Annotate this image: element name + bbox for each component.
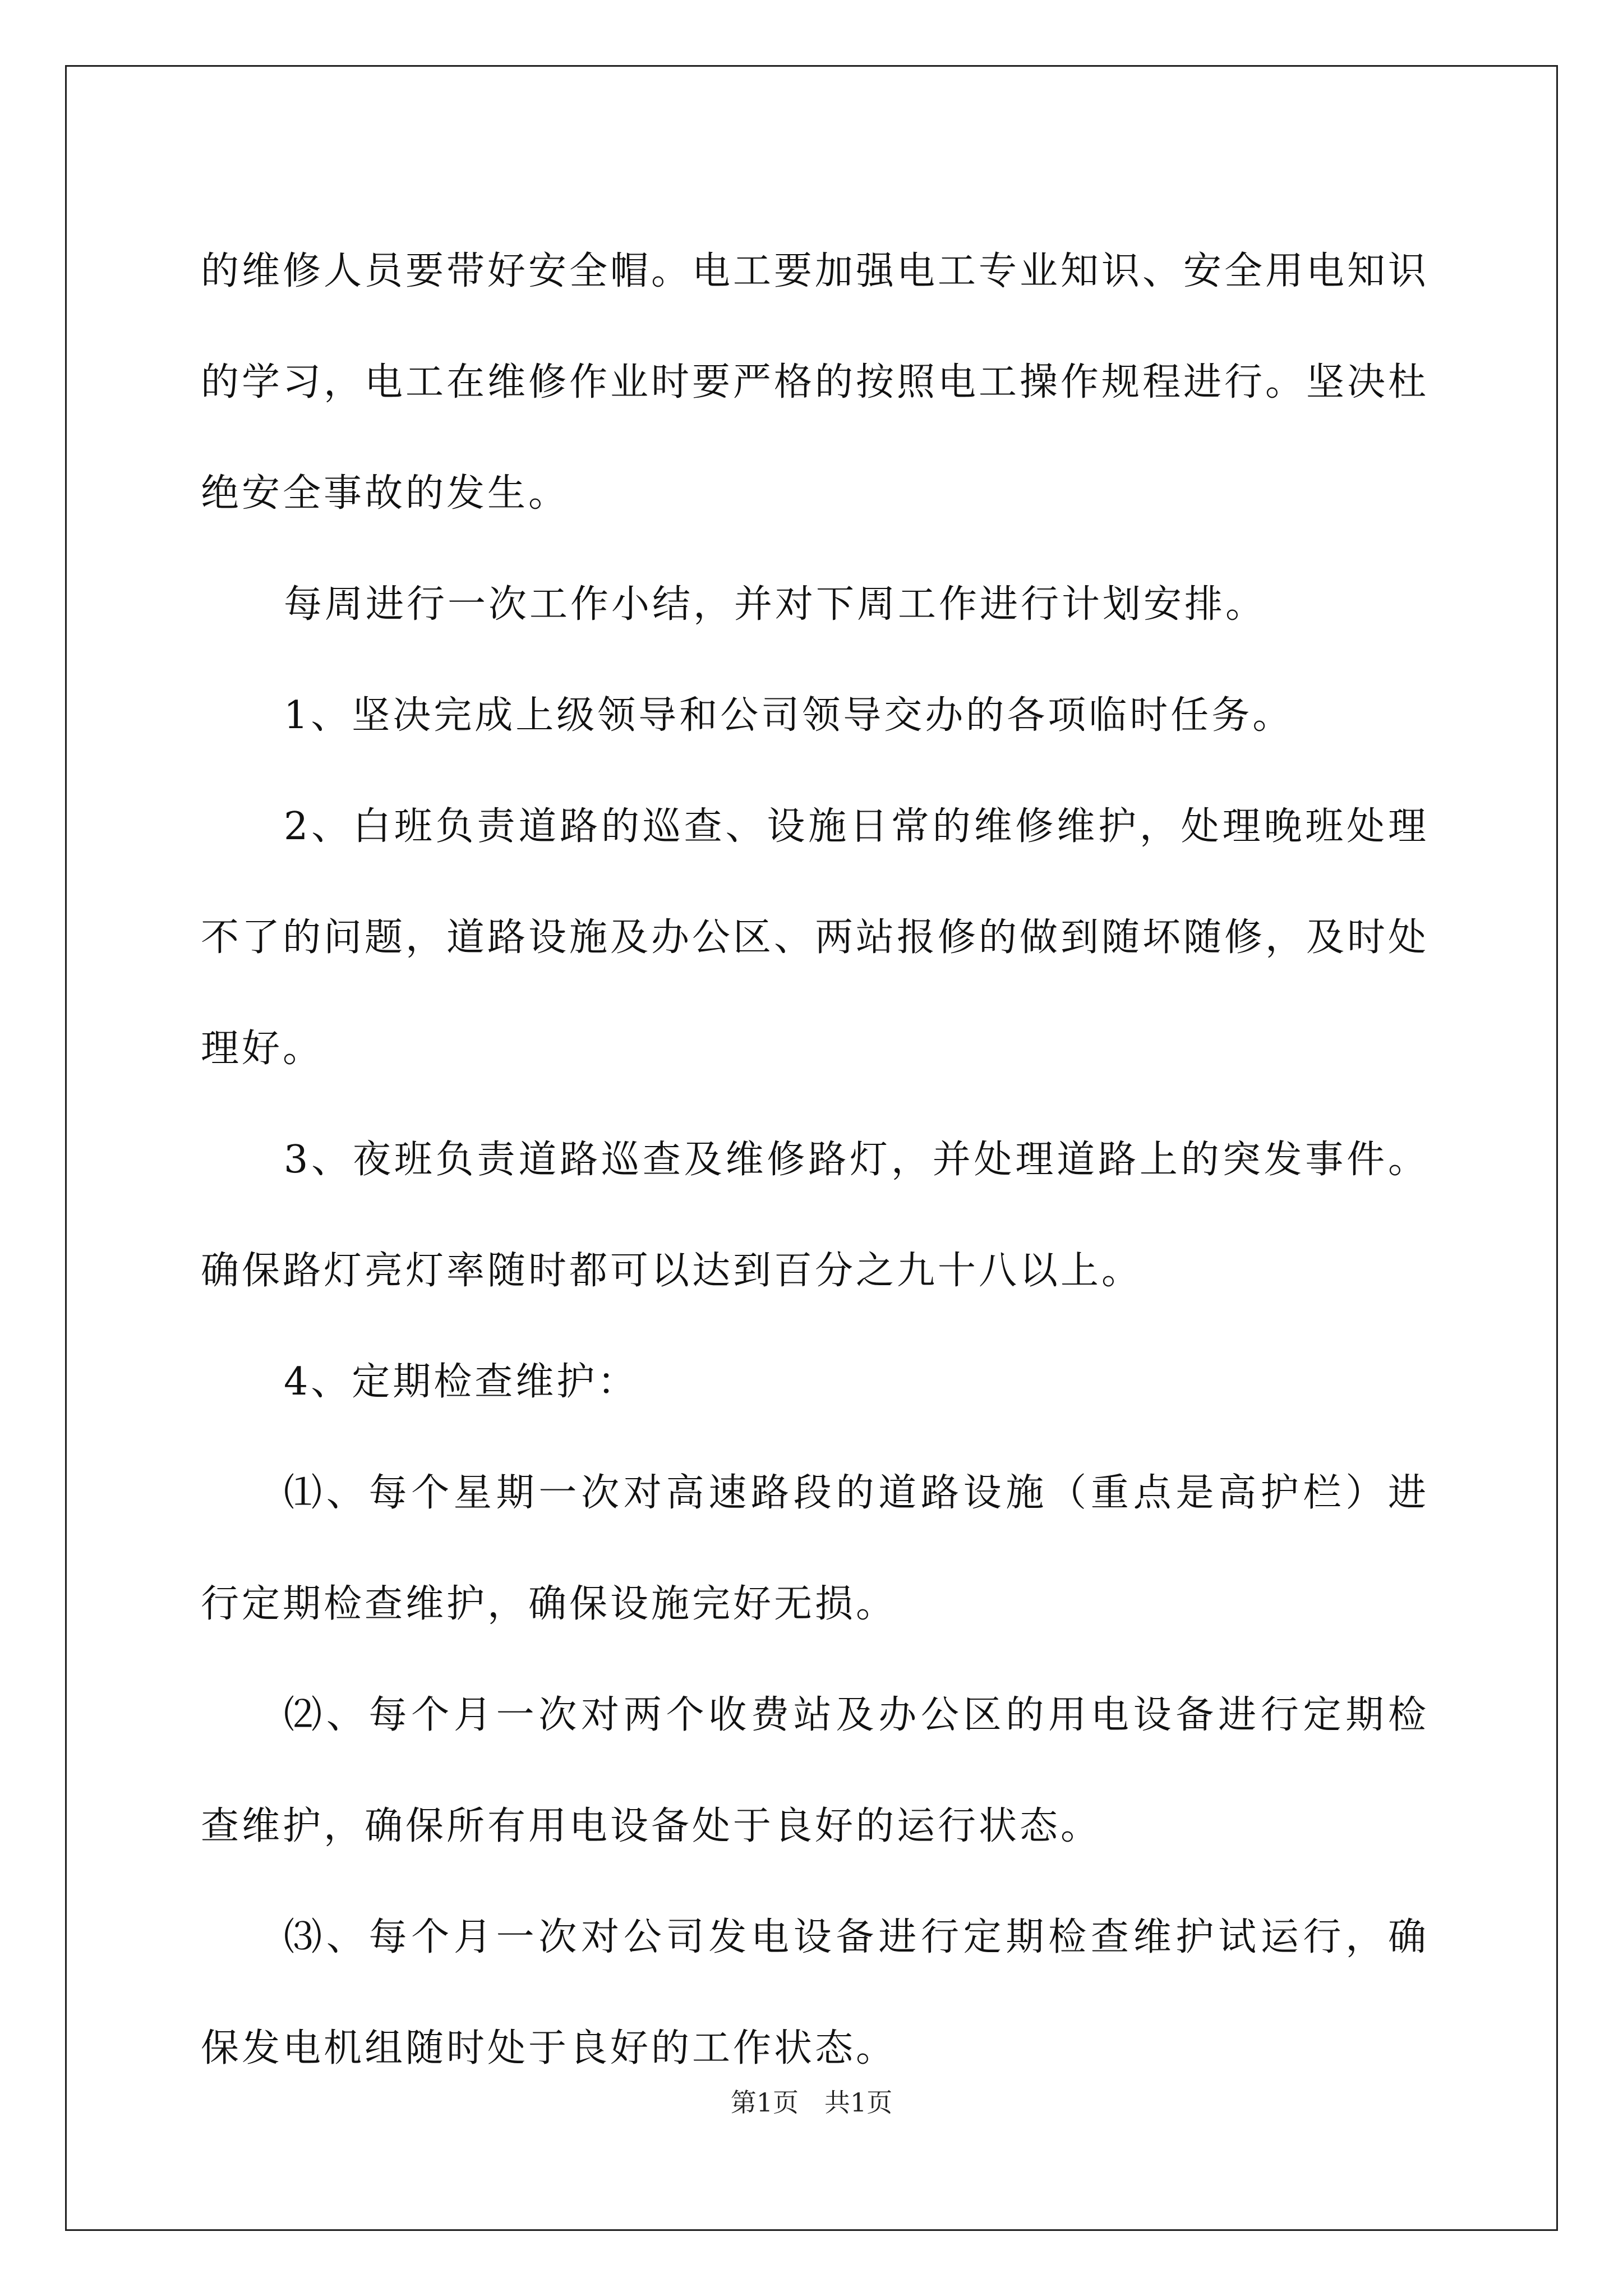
paragraph-2: 每周进行一次工作小结，并对下周工作进行计划安排。 — [284, 582, 1267, 627]
paragraph-9: ⑶、每个月一次对公司发电设备进行定期检查维护试运行，确保发电机组随时处于良好的工作状态。 — [201, 1915, 1429, 2070]
paragraph-3: 1、坚决完成上级领导和公司领导交办的各项临时任务。 — [284, 693, 1294, 738]
document-body — [201, 216, 1429, 2104]
page-number-footer: 第1页 共1页 — [730, 2087, 893, 2118]
paragraph-8: ⑵、每个月一次对两个收费站及办公区的用电设备进行定期检查维护，确保所有用电设备处于良好的运行状态。 — [201, 1693, 1429, 1848]
paragraph-1: 的维修人员要带好安全帽。电工要加强电工专业知识、安全用电知识的学习，电工在维修作业时要严格的按照电工操作规程进行。坚决杜绝安全事故的发生。 — [201, 249, 1430, 516]
paragraph-5: 3、夜班负责道路巡查及维修路灯，并处理道路上的突发事件。确保路灯亮灯率随时都可以达到百分之九十八以上。 — [201, 1138, 1429, 1293]
paragraph-6: 4、定期检查维护： — [284, 1360, 639, 1404]
paragraph-4: 2、白班负责道路的巡查、设施日常的维修维护，处理晚班处理不了的问题，道路设施及办公区、两站报修的做到随坏随修，及时处理好。 — [201, 804, 1430, 1071]
paragraph-7: ⑴、每个星期一次对高速路段的道路设施（重点是高护栏）进行定期检查维护，确保设施完好无损。 — [201, 1471, 1429, 1626]
